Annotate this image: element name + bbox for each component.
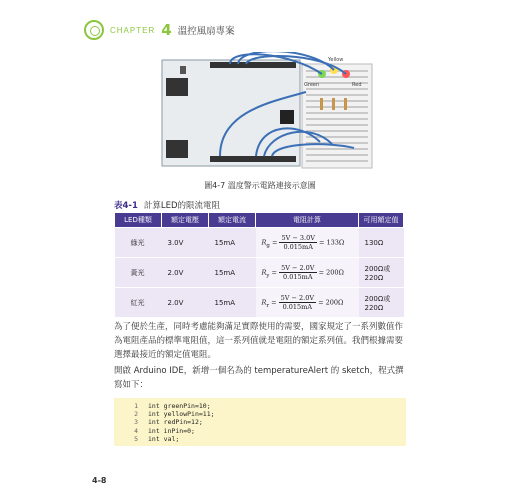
col-header: LED種類 — [115, 213, 162, 228]
digital-header — [210, 62, 296, 68]
resistance-formula: $R_g$ = $\frac{5V - 3.0V}{0.015mA}$ = 133Ω — [256, 228, 359, 258]
code-block — [114, 398, 406, 446]
rated-voltage: 2.0V — [162, 258, 209, 288]
col-header: 額定電壓 — [162, 213, 209, 228]
code-line: 1 int greenPin=10; — [134, 402, 211, 410]
available-value: 130Ω — [359, 228, 404, 258]
chapter-header — [84, 20, 235, 40]
chapter-circle-icon — [84, 20, 104, 40]
rated-current: 15mA — [209, 288, 256, 318]
col-header: 額定電流 — [209, 213, 256, 228]
breadboard — [302, 64, 372, 168]
paragraph-open-ide: 開啟 Arduino IDE，新增一個名為的 temperatureAlert 的 sketch，程式撰寫如下： — [114, 366, 404, 390]
available-value: 200Ω或220Ω — [359, 258, 404, 288]
table-header-row — [115, 213, 404, 228]
rated-current: 15mA — [209, 228, 256, 258]
col-header: 電阻計算 — [256, 213, 359, 228]
resistor-table — [114, 212, 404, 318]
chip — [280, 110, 294, 124]
led-type: 綠光 — [115, 228, 162, 258]
chapter-title: 溫控風扇專案 — [177, 26, 235, 37]
circuit-diagram — [160, 52, 375, 170]
col-header: 可用額定值 — [359, 213, 404, 228]
table-row — [115, 258, 404, 288]
table-title — [114, 199, 220, 211]
table-title-text: 計算LED的限流電阻 — [143, 201, 221, 211]
resistance-formula: $R_y$ = $\frac{5V - 2.0V}{0.015mA}$ = 200Ω — [256, 258, 359, 288]
resistance-formula: $R_r$ = $\frac{5V - 2.0V}{0.015mA}$ = 200Ω — [256, 288, 359, 318]
chapter-number: 4 — [161, 21, 172, 39]
code-line: 2 int yellowPin=11; — [134, 410, 215, 419]
yellow-label: Yellow — [328, 57, 344, 63]
green-label: Green — [304, 82, 320, 88]
table-row — [115, 288, 404, 318]
rated-voltage: 3.0V — [162, 228, 209, 258]
power-jack — [166, 140, 188, 158]
rated-voltage: 2.0V — [162, 288, 209, 318]
red-label: Red — [352, 82, 362, 88]
code-line: 3 int redPin=12; — [134, 418, 203, 427]
paragraph-standard-values: 為了便於生產，同時考慮能夠滿足實際使用的需要，國家規定了一系列數值作為電阻產品的標準電阻值，這一系列值就是電阻的額定系列值。我們根據需要選擇最接近的額定值電阻。 — [114, 322, 404, 360]
rated-current: 15mA — [209, 258, 256, 288]
available-value: 200Ω或220Ω — [359, 288, 404, 318]
chapter-label: CHAPTER — [110, 25, 156, 35]
usb-connector — [166, 78, 188, 96]
table-label: 表4-1 — [114, 201, 138, 211]
led-type: 紅光 — [115, 288, 162, 318]
analog-header — [210, 156, 296, 162]
led-type: 黃光 — [115, 258, 162, 288]
page-number: 4-8 — [92, 476, 107, 485]
table-row — [115, 228, 404, 258]
code-line: 5 int val; — [134, 434, 180, 443]
figure-caption: 圖4-7 溫度警示電路連接示意圖 — [204, 181, 316, 190]
code-line: 4 int inPin=0; — [134, 426, 195, 435]
